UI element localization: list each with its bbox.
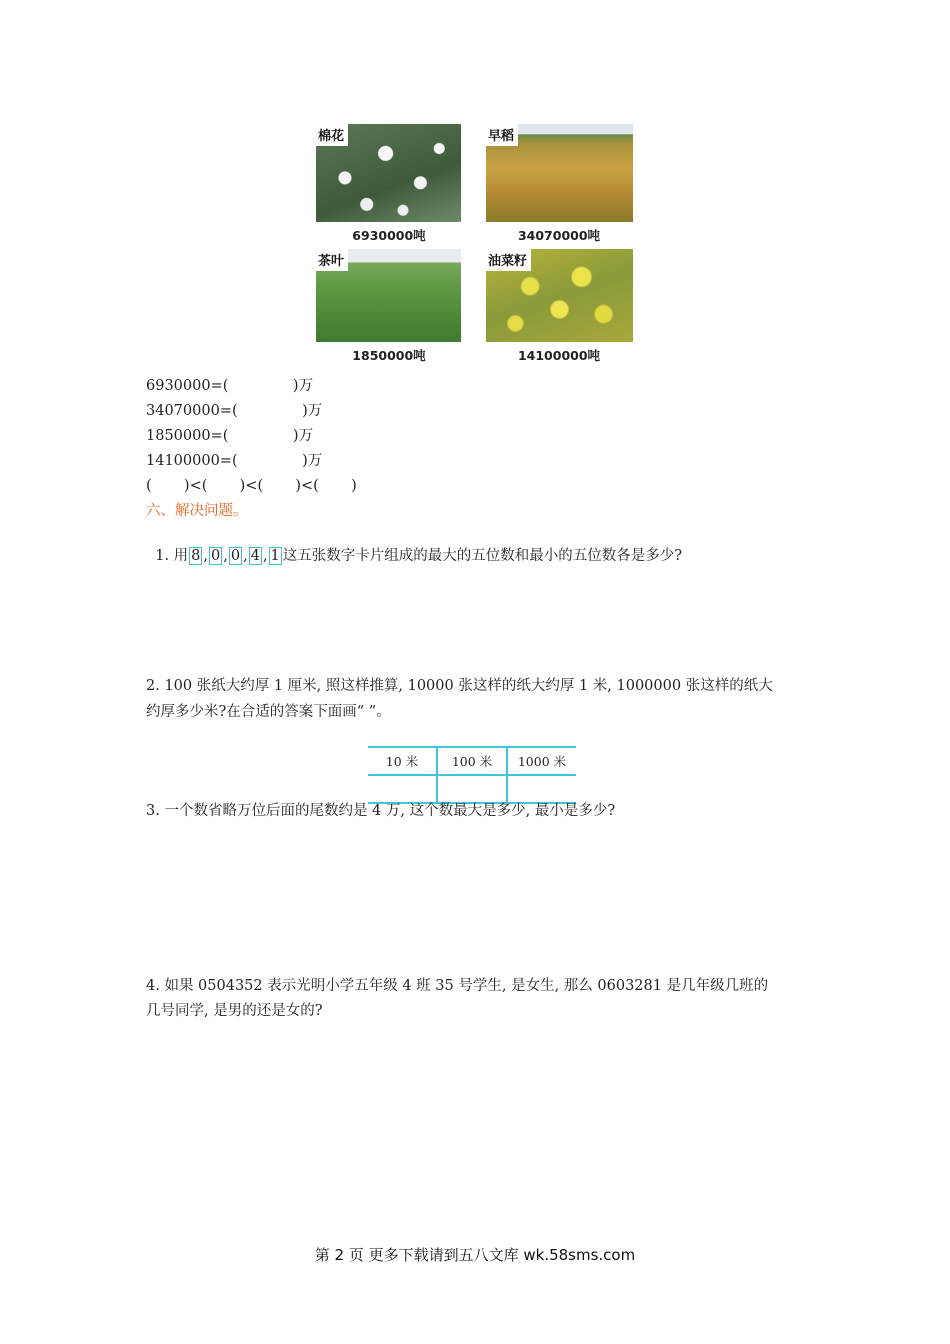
crop-amount-tea: 1850000吨 xyxy=(352,348,426,363)
option-100m: 100 米 xyxy=(437,747,507,775)
question-1: 1. 用 8 , 0 , 0 , 4 , 1 这五张数字卡片组成的最大的五位数和最小的五位数各是多少? xyxy=(155,548,683,564)
conversion-line-1: 6930000=( )万 xyxy=(146,378,314,394)
question-1-prefix: 1. 用 xyxy=(155,548,189,564)
digit-card: 1 xyxy=(270,548,280,564)
question-2-line-1: 2. 100 张纸大约厚 1 厘米, 照这样推算, 10000 张这样的纸大约厚 1 米, 1000000 张这样的纸大 xyxy=(146,678,773,694)
conversion-line-2: 34070000=( )万 xyxy=(146,403,323,419)
ordering-line: ( )<( )<( )<( ) xyxy=(146,478,357,494)
question-3: 3. 一个数省略万位后面的尾数约是 4 万, 这个数最大是多少, 最小是多少? xyxy=(146,803,616,819)
conversion-line-4: 14100000=( )万 xyxy=(146,453,323,469)
crop-label-early-rice: 早稻 xyxy=(486,124,518,146)
crop-amount-rapeseed: 14100000吨 xyxy=(517,348,601,363)
question-2-line-2: 约厚多少米?在合适的答案下面画“ ”。 xyxy=(146,704,391,720)
crop-label-rapeseed: 油菜籽 xyxy=(486,249,531,271)
digit-card: 4 xyxy=(250,548,260,564)
answer-cell-100m[interactable] xyxy=(437,775,507,803)
crop-label-cotton: 棉花 xyxy=(316,124,348,146)
tea-photo xyxy=(316,249,461,342)
digit-card: 0 xyxy=(211,548,221,564)
conversion-line-3: 1850000=( )万 xyxy=(146,428,314,444)
crop-label-tea: 茶叶 xyxy=(316,249,348,271)
answer-cell-10m[interactable] xyxy=(368,775,437,803)
page-footer: 第 2 页 更多下载请到五八文库 wk.58sms.com xyxy=(314,1246,636,1264)
digit-card: 0 xyxy=(230,548,241,564)
question-1-suffix: 这五张数字卡片组成的最大的五位数和最小的五位数各是多少? xyxy=(282,548,683,564)
option-1000m: 1000 米 xyxy=(507,747,576,775)
rapeseed-photo xyxy=(486,249,633,342)
option-10m: 10 米 xyxy=(368,747,437,775)
crop-amount-cotton: 6930000吨 xyxy=(352,228,426,243)
early-rice-photo xyxy=(486,124,633,222)
question-4-line-2: 几号同学, 是男的还是女的? xyxy=(146,1003,323,1019)
question-4-line-1: 4. 如果 0504352 表示光明小学五年级 4 班 35 号学生, 是女生, 那么 0603281 是几年级几班的 xyxy=(146,978,769,994)
cotton-photo xyxy=(316,124,461,222)
crop-amount-early-rice: 34070000吨 xyxy=(517,228,601,243)
answer-cell-1000m[interactable] xyxy=(507,775,576,803)
answer-options-table xyxy=(368,746,576,804)
digit-card: 8 xyxy=(191,548,201,564)
section-title: 六、解决问题。 xyxy=(146,503,248,519)
